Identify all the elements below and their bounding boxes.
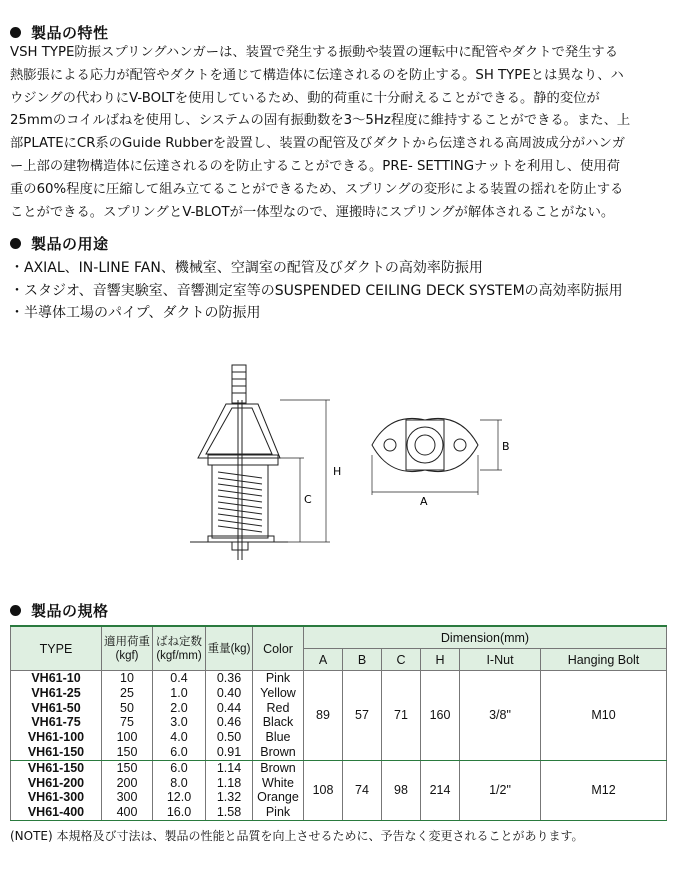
bolt-cell: M12 [541, 760, 667, 820]
dim-label-a: A [420, 495, 428, 508]
uses-heading-text: 製品の用途 [31, 235, 109, 253]
col-h: H [421, 649, 460, 671]
dim-b-cell: 74 [343, 760, 382, 820]
load-cell: 150 200 300 400 [102, 760, 153, 820]
col-inut: I-Nut [460, 649, 541, 671]
specs-heading [10, 600, 109, 621]
top-bolt-shape [232, 365, 246, 403]
col-type: TYPE [11, 626, 102, 671]
top-plate [208, 455, 278, 465]
type-cell: VH61-150 VH61-200 VH61-300 VH61-400 [11, 760, 102, 820]
spec-table [10, 625, 667, 821]
col-color: Color [253, 626, 304, 671]
color-cell: Brown White Orange Pink [253, 760, 304, 820]
coil-spring [218, 472, 262, 532]
uses-item: ・スタジオ、音響実験室、音響測定室等のSUSPENDED CEILING DECK SYSTEMの高効率防振用 [10, 282, 623, 299]
weight-cell: 0.36 0.40 0.44 0.46 0.50 0.91 [206, 671, 253, 761]
col-load: 適用荷重(kgf) [102, 626, 153, 671]
dim-c-cell: 71 [382, 671, 421, 761]
specs-heading-text: 製品の規格 [31, 602, 109, 620]
hanger-drawing-svg [180, 360, 520, 575]
rate-cell: 0.4 1.0 2.0 3.0 4.0 6.0 [153, 671, 206, 761]
yoke-frame [198, 404, 280, 458]
bolt-cell: M10 [541, 671, 667, 761]
uses-item: ・AXIAL、IN-LINE FAN、機械室、空調室の配管及びダクトの高効率防振用 [10, 260, 483, 276]
uses-list [10, 257, 623, 325]
dim-h-cell: 214 [421, 760, 460, 820]
dim-c-cell: 98 [382, 760, 421, 820]
features-line: 部PLATEにCR系のGuide Rubberを設置し、装置の配管及びダクトから伝達される高周波成分がハンガ [10, 136, 626, 152]
features-line: ー上部の建物構造体に伝達されるのを防止することができる。PRE- SETTINGナットを利用し、使用荷 [10, 158, 621, 174]
features-line: 熱膨張による応力が配管やダクトを通じて構造体に伝達されるのを防止する。SH TYPEとは異なり、ハ [10, 67, 624, 83]
features-line: ことができる。スプリングとV-BLOTが一体型なので、運搬時にスプリングが解体されることがない。 [10, 204, 615, 220]
features-line: ウジングの代わりにV-BOLTを使用しているため、動的荷重に十分耐えることができる。静的変位が [10, 90, 600, 106]
dim-a-cell: 89 [304, 671, 343, 761]
uses-heading [10, 233, 109, 254]
col-spring-rate: ばね定数(kgf/mm) [153, 626, 206, 671]
features-heading-text: 製品の特性 [31, 24, 109, 42]
col-a: A [304, 649, 343, 671]
load-cell: 10 25 50 75 100 150 [102, 671, 153, 761]
col-bolt: Hanging Bolt [541, 649, 667, 671]
color-cell: Pink Yellow Red Black Blue Brown [253, 671, 304, 761]
bullet-dot-icon [10, 238, 21, 249]
weight-cell: 1.14 1.18 1.32 1.58 [206, 760, 253, 820]
table-row [11, 671, 667, 761]
features-line: VSH TYPE防振スプリングハンガーは、装置で発生する振動や装置の運転中に配管やダクトで発生する [10, 45, 619, 60]
uses-item: ・半導体工場のパイプ、ダクトの防振用 [10, 305, 261, 322]
col-weight: 重量(kg) [206, 626, 253, 671]
features-paragraph [10, 42, 670, 224]
top-view-outline [372, 418, 478, 471]
features-line: 重の60%程度に圧縮して組み立てることができるため、スプリングの変形による装置の揺れを防止する [10, 181, 624, 197]
bullet-dot-icon [10, 605, 21, 616]
features-heading [10, 22, 109, 43]
col-c: C [382, 649, 421, 671]
dim-b-cell: 57 [343, 671, 382, 761]
dim-label-b: B [502, 440, 510, 453]
table-row [11, 760, 667, 820]
footnote: (NOTE) 本規格及び寸法は、製品の性能と品質を向上させるために、予告なく変更されることがあります。 [10, 829, 584, 843]
dim-a-cell: 108 [304, 760, 343, 820]
inut-cell: 1/2" [460, 760, 541, 820]
inut-cell: 3/8" [460, 671, 541, 761]
dim-label-c: C [304, 493, 312, 506]
features-line: 25mmのコイルばねを使用し、システムの固有振動数を3～5Hz程度に維持することができる。また、上 [10, 113, 631, 129]
rate-cell: 6.0 8.0 12.0 16.0 [153, 760, 206, 820]
col-dimension: Dimension(mm) [304, 626, 667, 649]
col-b: B [343, 649, 382, 671]
dim-h-cell: 160 [421, 671, 460, 761]
dim-label-h: H [333, 465, 342, 478]
bullet-dot-icon [10, 27, 21, 38]
product-drawing [180, 360, 520, 575]
type-cell: VH61-10 VH61-25 VH61-50 VH61-75 VH61-100 VH61-150 [11, 671, 102, 761]
